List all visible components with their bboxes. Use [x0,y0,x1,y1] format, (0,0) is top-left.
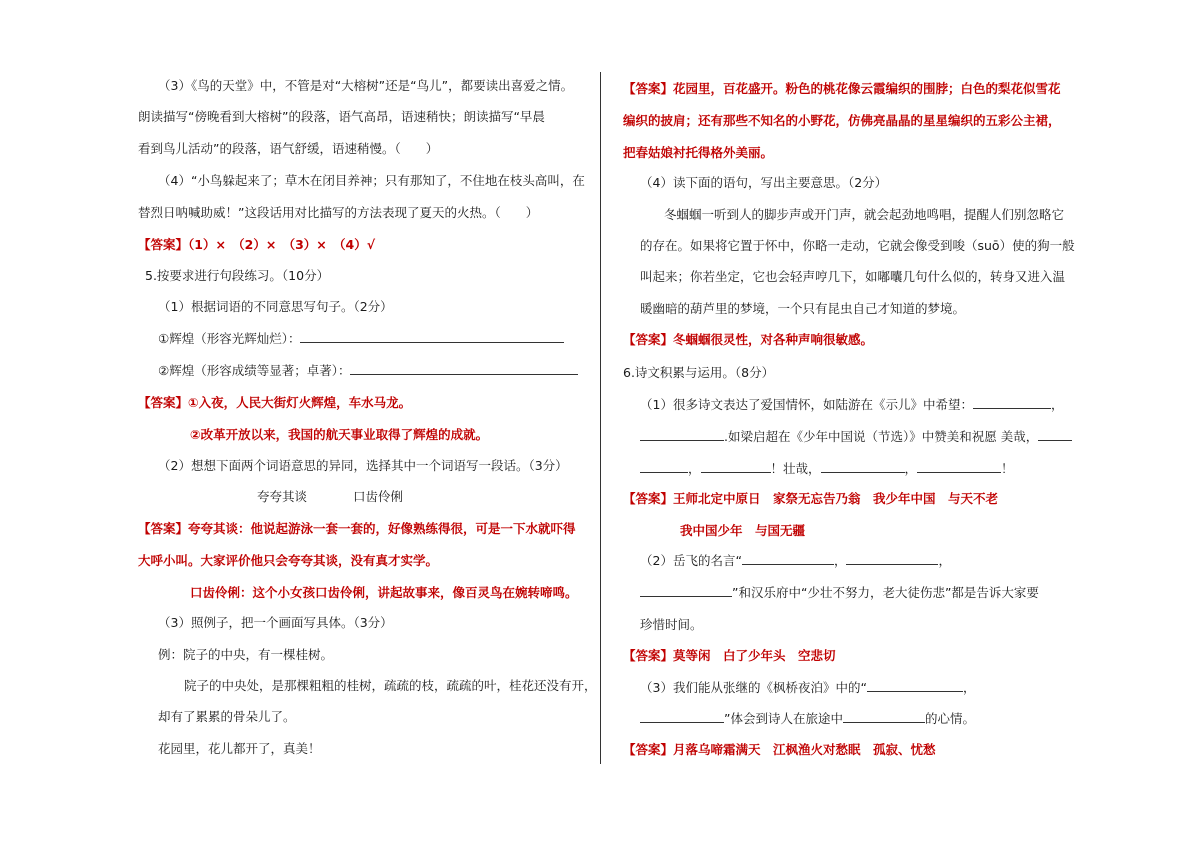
answer-section6-q3: 【答案】月落乌啼霜满天 江枫渔火对愁眠 孤寂、忧愁 [623,742,936,757]
answer-blank[interactable] [917,460,1001,473]
passage-line3: 叫起来；你若坐定，它也会轻声哼几下，如嘟囔几句什么似的，转身又进入温 [640,269,1066,284]
q3-line1: （3）《鸟的天堂》中，不管是对“大榕树”还是“鸟儿”，都要读出喜爱之情。 [158,78,574,93]
section5-title: 5.按要求进行句段练习。（10分） [145,268,330,283]
answer-blank[interactable] [300,330,564,343]
answer-blank[interactable] [701,460,771,473]
section5-q2: （2）想想下面两个词语意思的异同，选择其中一个词语写一段话。（3分） [158,458,568,473]
word-option-a: 夸夸其谈 [257,489,308,504]
answer-blank[interactable] [640,584,732,597]
answer-garden-line2: 编织的披肩；还有那些不知名的小野花，仿佛亮晶晶的星星编织的五彩公主裙， [623,113,1061,128]
q3-line3: 看到鸟儿活动”的段落，语气舒缓，语速稍慢。（ ） [138,141,439,156]
answer-blank[interactable] [1038,428,1072,441]
section6-q3-line2: ”体会到诗人在旅途中 的心情。 [640,710,975,728]
passage-line4: 暖幽暗的葫芦里的梦境，一个只有昆虫自己才知道的梦境。 [640,301,966,316]
example-line2: 却有了累累的骨朵儿了。 [158,709,296,724]
answer-passage: 【答案】冬蝈蝈很灵性，对各种声响很敏感。 [623,332,874,347]
section5-q3: （3）照例子，把一个画面写具体。（3分） [158,615,393,630]
passage-line2: 的存在。如果将它置于怀中，你略一走动，它就会像受到唆（suō）使的狗一般 [640,238,1075,253]
answer-blank[interactable] [846,552,938,565]
answer-section6-q2: 【答案】莫等闲 白了少年头 空悲切 [623,648,836,663]
q3-line2: 朗读描写“傍晚看到大榕树”的段落，语气高昂，语速稍快；朗读描写“早晨 [138,109,545,124]
section5-q1-item-a: ①辉煌（形容光辉灿烂）： [158,330,564,348]
answer-blank[interactable] [640,460,688,473]
answer-q2-line2: 大呼小叫。大家评价他只会夸夸其谈，没有真才实学。 [138,553,439,568]
section6-q2-line1: （2）岳飞的名言“ ， ， [640,553,951,568]
answer-blank[interactable] [867,679,963,692]
answer-garden-line1: 【答案】花园里，百花盛开。粉色的桃花像云霞编织的围脖；白色的梨花似雪花 [623,81,1061,96]
answer-garden-line3: 把春姑娘衬托得格外美丽。 [623,145,774,160]
section6-q3-line1: （3）我们能从张继的《枫桥夜泊》中的“ ， [640,680,976,695]
example-label: 例：院子的中央，有一棵桂树。 [158,647,334,662]
section6-q1-line1: （1）很多诗文表达了爱国情怀，如陆游在《示儿》中希望： ， [640,397,1064,412]
answer-blank[interactable] [843,710,925,723]
q4-line1: （4）“小鸟躲起来了；草木在闭目养神；只有那知了，不住地在枝头高叫，在 [158,173,585,188]
answer-blank[interactable] [350,362,578,375]
example-line1: 院子的中央处，是那棵粗粗的桂树，疏疏的枝，疏疏的叶，桂花还没有开， [184,678,597,693]
answer-q2-line3: 口齿伶俐：这个小女孩口齿伶俐，讲起故事来，像百灵鸟在婉转啼鸣。 [190,585,578,600]
section5-q1: （1）根据词语的不同意思写句子。（2分） [158,299,393,314]
q4-line2: 替烈日呐喊助威！”这段话用对比描写的方法表现了夏天的火热。（ ） [138,205,539,220]
answer-blank[interactable] [973,396,1051,409]
answer-q1-line2: ②改革开放以来，我国的航天事业取得了辉煌的成就。 [190,427,489,442]
answer-blank[interactable] [640,428,724,441]
column-divider [600,72,601,764]
section6-q1-line3: ， ！壮哉， ， ！ [640,460,1014,478]
section6-title: 6.诗文积累与运用。（8分） [623,365,775,380]
answer-blank[interactable] [742,552,834,565]
answer-section6-q1-line1: 【答案】王师北定中原日 家祭无忘告乃翁 我少年中国 与天不老 [623,491,999,506]
answer-blank[interactable] [640,710,724,723]
section6-q2-line3: 珍惜时间。 [640,617,703,632]
word-option-b: 口齿伶俐 [353,489,404,504]
reading-q4-title: （4）读下面的语句，写出主要意思。（2分） [640,175,888,190]
answer-true-false: 【答案】（1）× （2）× （3）× （4）√ [138,237,376,252]
answer-blank[interactable] [821,460,905,473]
section5-q1-item-b: ②辉煌（形容成绩等显著；卓著）： [158,362,578,380]
section6-q2-line2: ”和汉乐府中“少壮不努力，老大徒伤悲”都是告诉大家要 [640,584,1039,602]
answer-q2-line1: 【答案】夸夸其谈：他说起游泳一套一套的，好像熟练得很，可是一下水就吓得 [138,521,576,536]
answer-q1-line1: 【答案】①入夜，人民大街灯火辉煌，车水马龙。 [138,395,412,410]
answer-section6-q1-line2: 我中国少年 与国无疆 [680,523,806,538]
passage-line1: 冬蝈蝈一听到人的脚步声或开门声，就会起劲地鸣唱，提醒人们别忽略它 [664,207,1065,222]
writing-prompt: 花园里，花儿都开了，真美！ [158,741,321,756]
section6-q1-line2: .如梁启超在《少年中国说（节选）》中赞美和祝愿 美哉， [640,428,1072,446]
